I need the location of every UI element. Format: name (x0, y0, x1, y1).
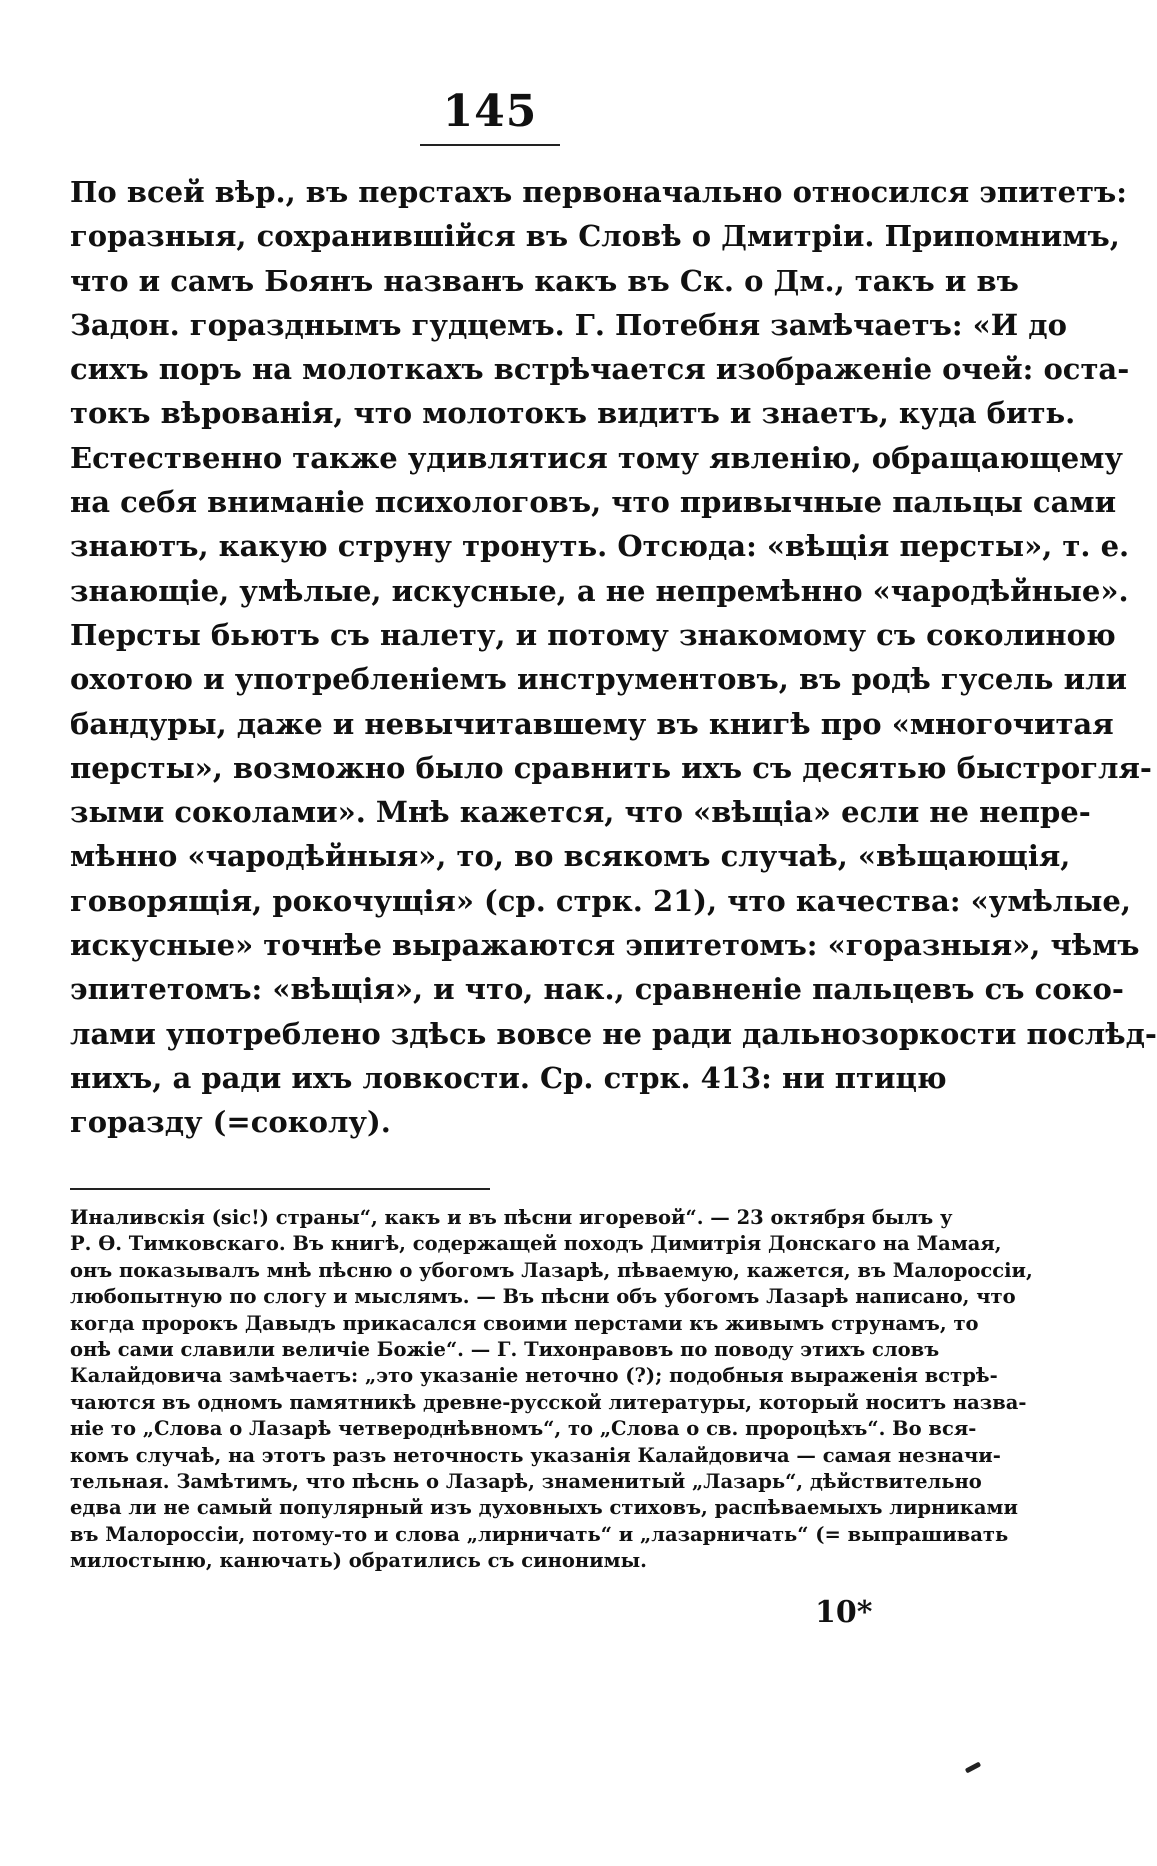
footnote-line: Р. Ѳ. Тимковскаго. Въ книгѣ, содержащей походъ Димитрія Донскаго на Мамая, (70, 1232, 1002, 1256)
footnote-line: комъ случаѣ, на этотъ разъ неточность указанія Калайдовича — самая незначи- (70, 1443, 1001, 1467)
footnote-line: любопытную по слогу и мыслямъ. — Въ пѣсни объ убогомъ Лазарѣ написано, что (70, 1285, 1016, 1309)
main-text-line: Естественно также удивлятися тому явленію, обращающему (70, 440, 1123, 475)
main-text-line: Задон. горазднымъ гудцемъ. Г. Потебня замѣчаетъ: «И до (70, 307, 1067, 342)
main-text-line: По всей вѣр., въ перстахъ первоначально относился эпитетъ: (70, 175, 1127, 209)
footnote-line: онѣ сами славили величіе Божіе“. — Г. Тихонравовъ по поводу этихъ словъ (70, 1337, 940, 1361)
main-text-line: нихъ, а ради ихъ ловкости. Ср. стрк. 413: ни птицю (70, 1060, 947, 1095)
footnote-line: едва ли не самый популярный изъ духовныхъ стиховъ, распѣваемыхъ лирниками (70, 1496, 1018, 1520)
main-text-line: сихъ поръ на молоткахъ встрѣчается изображеніе очей: оста- (70, 352, 1130, 387)
main-text-line: персты», возможно было сравнить ихъ съ десятью быстрогля- (70, 750, 1152, 785)
main-text-line: горазныя, сохранившійся въ Словѣ о Дмитріи. Припомнимъ, (70, 219, 1120, 254)
signature-mark: 10* (815, 1595, 873, 1630)
footnote-separator (70, 1188, 490, 1190)
footnote-line: когда пророкъ Давыдъ прикасался своими перстами къ живымъ струнамъ, то (70, 1311, 979, 1335)
main-text-line: горазду (=соколу). (70, 1105, 391, 1140)
footnote-line: Калайдовича замѣчаетъ: „это указаніе неточно (?); подобныя выраженія встрѣ- (70, 1364, 998, 1388)
main-text-line: искусные» точнѣе выражаются эпитетомъ: «горазныя», чѣмъ (70, 928, 1140, 963)
main-text-line: Персты бьютъ съ налету, и потому знакомому съ соколиною (70, 617, 1116, 652)
main-text-line: бандуры, даже и невычитавшему въ книгѣ про «многочитая (70, 706, 1114, 741)
main-text (70, 170, 1157, 1145)
page-number: 145 (442, 86, 538, 137)
ink-speck (965, 1762, 981, 1774)
page-number-rule (420, 144, 560, 146)
main-text-line: на себя вниманіе психологовъ, что привычные пальцы сами (70, 485, 1117, 520)
main-text-line: знающіе, умѣлые, искусные, а не непремѣнно «чародѣйные». (70, 573, 1129, 608)
footnotes (70, 1205, 1033, 1574)
footnote-line: ніе то „Слова о Лазарѣ четвероднѣвномъ“, то „Слова о св. пророцѣхъ“. Во вся- (70, 1417, 977, 1441)
main-text-line: знаютъ, какую струну тронуть. Отсюда: «вѣщія персты», т. е. (70, 529, 1130, 564)
footnote-line: чаются въ одномъ памятникѣ древне-русской литературы, который носитъ назва- (70, 1390, 1027, 1414)
main-text-line: токъ вѣрованія, что молотокъ видитъ и знаетъ, куда бить. (70, 396, 1076, 431)
main-text-line: зыми соколами». Мнѣ кажется, что «вѣщіа» если не непре- (70, 795, 1091, 830)
main-text-line: что и самъ Боянъ названъ какъ въ Ск. о Дм., такъ и въ (70, 263, 1019, 298)
footnote-line: милостыню, канючать) обратились съ синонимы. (70, 1549, 647, 1573)
main-text-line: мѣнно «чародѣйныя», то, во всякомъ случаѣ, «вѣщающія, (70, 839, 1071, 874)
footnote-line: Иналивскія (sic!) страны“, какъ и въ пѣсни игоревой“. — 23 октября былъ у (70, 1206, 953, 1229)
main-text-line: охотою и употребленіемъ инструментовъ, въ родѣ гусель или (70, 662, 1128, 697)
main-text-line: эпитетомъ: «вѣщія», и что, нак., сравненіе пальцевъ съ соко- (70, 972, 1124, 1007)
main-text-line: говорящія, рокочущія» (ср. стрк. 21), что качества: «умѣлые, (70, 883, 1131, 918)
footnote-line: въ Малороссіи, потому-то и слова „лирничать“ и „лазарничать“ (= выпрашивать (70, 1522, 1009, 1546)
main-text-line: лами употреблено здѣсь вовсе не ради дальнозоркости послѣд- (70, 1016, 1157, 1051)
footnote-line: тельная. Замѣтимъ, что пѣснь о Лазарѣ, знаменитый „Лазарь“, дѣйствительно (70, 1469, 982, 1493)
footnote-line: онъ показывалъ мнѣ пѣсню о убогомъ Лазарѣ, пѣваемую, кажется, въ Малороссіи, (70, 1258, 1033, 1282)
